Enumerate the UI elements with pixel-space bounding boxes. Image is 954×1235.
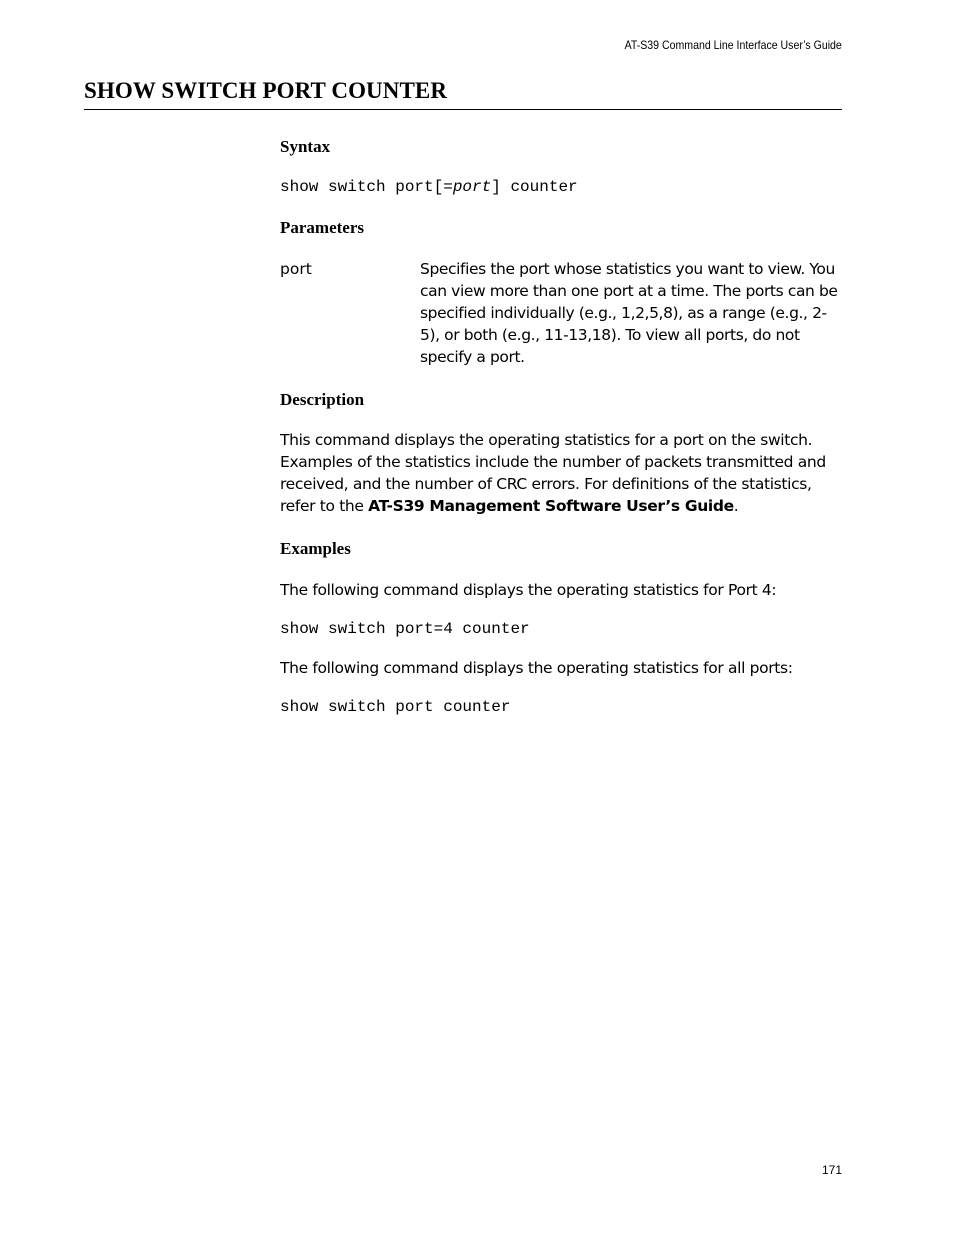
examples-heading: Examples xyxy=(280,539,351,558)
syntax-command-prefix: show switch port[= xyxy=(280,178,453,196)
description-text-after: . xyxy=(733,497,739,515)
running-header: AT-S39 Command Line Interface User’s Guide xyxy=(624,38,842,52)
parameter-name: port xyxy=(280,260,312,278)
page-number: 171 xyxy=(821,1163,842,1177)
example-intro: The following command displays the operating statistics for all ports: xyxy=(280,659,793,677)
parameters-heading: Parameters xyxy=(280,218,365,237)
example-intro: The following command displays the operating statistics for Port 4: xyxy=(280,581,777,599)
guide-reference: AT-S39 Management Software User’s Guide xyxy=(368,497,734,515)
syntax-command-arg: port xyxy=(452,178,492,196)
example-command: show switch port=4 counter xyxy=(280,620,530,638)
description-text xyxy=(280,429,845,517)
example-command: show switch port counter xyxy=(280,698,511,716)
syntax-command xyxy=(280,178,578,196)
parameter-description: Specifies the port whose statistics you want to view. You can view more than one port at a time. The ports can be specified individually (e.g., 1,2,5,8), as a range (e.g., 2-5), or both (e.g., 11-13,18). To view all ports, do not specify a port. xyxy=(420,260,838,366)
title-rule xyxy=(84,109,842,110)
description-heading: Description xyxy=(280,390,365,409)
description-text-before: This command displays the operating statistics for a port on the switch. Examples of the statistics include the number of packets transmitted and received, and the number of CRC errors. For definitions of the statistics, refer to the xyxy=(280,431,826,515)
page-title: SHOW SWITCH PORT COUNTER xyxy=(84,78,448,103)
syntax-heading: Syntax xyxy=(280,137,331,156)
syntax-command-suffix: ] counter xyxy=(491,178,578,196)
